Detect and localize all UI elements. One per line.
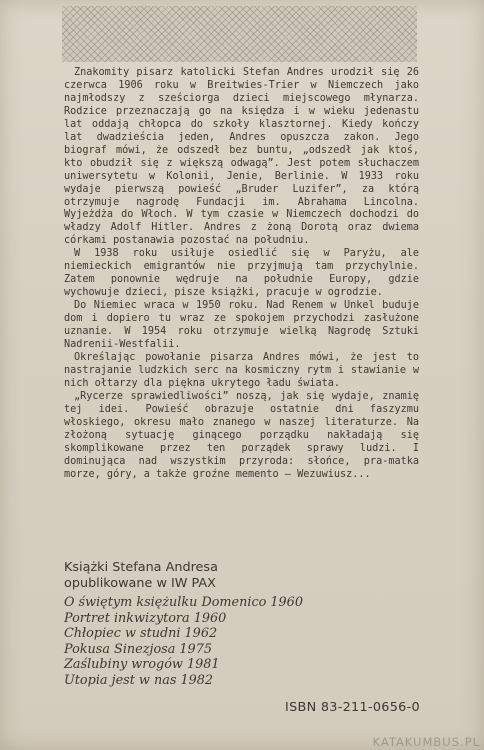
book-item: Utopia jest w nas 1982	[64, 672, 214, 688]
book-item: Portret inkwizytora 1960	[64, 610, 227, 626]
decorative-pattern	[62, 6, 417, 62]
book-item: O świętym księżulku Domenico 1960	[64, 595, 303, 610]
books-heading: Książki Stefana Andresa opublikowane w IW PAX	[64, 560, 218, 591]
isbn-number: ISBN 83-211-0656-0	[285, 700, 420, 715]
bio-paragraph-3: Do Niemiec wraca w 1950 roku. Nad Renem w Unkel buduje dom i dopiero tu wraz ze spokojem przychodzi zasłużone uznanie. W 1954 roku otrzymuje wielką Nagrodę Sztuki Nadrenii-Westfalii.	[64, 300, 419, 351]
bio-paragraph-5: „Rycerze sprawiedliwości” noszą, jak się wydaje, znamię tej idei. Powieść obrazuje ostatnie dni faszyzmu włoskiego, okresu mało znanego w naszej literaturze. Na złożoną sytuację ginącego porządku nakładają się skomplikowane przez ten porządek sprawy ludzi. I dominująca nad wszystkim przyroda: słońce, pra-matka morze, góry, a także groźne memento — Wezuwiusz...	[64, 390, 419, 480]
published-books-section	[64, 560, 424, 688]
author-biography	[64, 67, 419, 482]
bio-paragraph-4: Określając powołanie pisarza Andres mówi, że jest to nastrajanie ludzkich serc na kosmiczny rytm i stawianie w nich ołtarzy dla piękna ukrytego ładu świata.	[64, 351, 419, 389]
bio-paragraph-2: W 1938 roku usiłuje osiedlić się w Paryżu, ale niemieckich emigrantów nie przyjmują tam przychylnie. Zatem ponownie wędruje na południe Europy, gdzie wychowuje dzieci, pisze książki, pracuje w ogrodzie.	[64, 248, 419, 299]
bio-paragraph-1: Znakomity pisarz katolicki Stefan Andres urodził się 26 czerwca 1906 roku w Breitwies-Trier w Niemczech jako najmłodszy z sześciorga dzieci miejscowego młynarza. Rodzice przeznaczają go na księdza i w wieku jedenastu lat oddają chłopca do szkoły klasztornej. Kiedy kończy lat dwadzieścia jeden, Andres opuszcza zakon. Jego biograf mówi, że odszedł bez buntu, „odszedł jak ktoś, kto obudził się z większą odwagą”. Jest potem słuchaczem uniwersytetu w Kolonii, Jenie, Berlinie. W 1933 roku wydaje pierwszą powieść „Bruder Luzifer”, za którą otrzymuje nagrodę Fundacji im. Abrahama Lincolna. Wyjeżdża do Włoch. W tym czasie w Niemczech dochodzi do władzy Adolf Hitler. Andres z żoną Dorotą oraz dwiema córkami postanawia pozostać na południu.	[64, 67, 419, 247]
book-item: Chłopiec w studni 1962	[64, 626, 218, 641]
book-item: Pokusa Sinezjosa 1975	[64, 641, 212, 657]
site-watermark: KATAKUMBUS.PL	[372, 735, 480, 749]
book-item: Zaślubiny wrogów 1981	[64, 657, 220, 672]
